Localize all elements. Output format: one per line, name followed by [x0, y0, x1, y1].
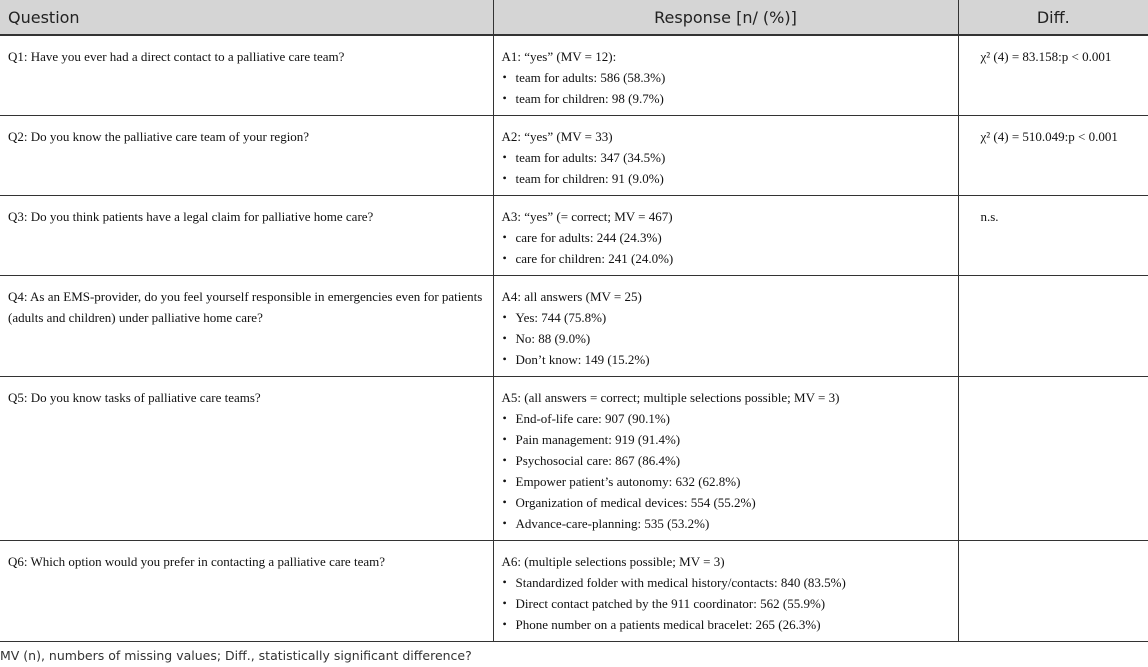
answer-item: • Pain management: 919 (91.4%): [502, 429, 950, 450]
answer-list: [502, 147, 950, 189]
answer-list: [502, 67, 950, 109]
question-cell: Q5: Do you know tasks of palliative care teams?: [0, 377, 493, 541]
answer-item: • Empower patient’s autonomy: 632 (62.8%): [502, 471, 950, 492]
table-row: [0, 276, 1148, 377]
diff-cell: [958, 276, 1148, 377]
answer-summary: A5: (all answers = correct; multiple selections possible; MV = 3): [501, 390, 840, 405]
answer-item: • Advance-care-planning: 535 (53.2%): [502, 513, 950, 534]
diff-cell: χ² (4) = 510.049:p < 0.001: [958, 116, 1148, 196]
answer-item: • Organization of medical devices: 554 (55.2%): [502, 492, 950, 513]
answer-item: • Phone number on a patients medical bracelet: 265 (26.3%): [502, 614, 950, 635]
answer-list: [502, 572, 950, 635]
answer-item: • Don’t know: 149 (15.2%): [502, 349, 950, 370]
header-diff: Diff.: [958, 0, 1148, 35]
response-cell: [493, 35, 958, 116]
answer-item: • Standardized folder with medical history/contacts: 840 (83.5%): [502, 572, 950, 593]
question-cell: Q6: Which option would you prefer in contacting a palliative care team?: [0, 541, 493, 642]
table-row: [0, 377, 1148, 541]
header-question: Question: [0, 0, 493, 35]
diff-cell: n.s.: [958, 196, 1148, 276]
answer-summary: A2: “yes” (MV = 33): [501, 129, 613, 144]
header-response: Response [n/ (%)]: [493, 0, 958, 35]
answer-list: [502, 227, 950, 269]
answer-list: [502, 408, 950, 534]
answer-item: • care for adults: 244 (24.3%): [502, 227, 950, 248]
response-cell: [493, 377, 958, 541]
answer-item: • Direct contact patched by the 911 coordinator: 562 (55.9%): [502, 593, 950, 614]
answer-item: • care for children: 241 (24.0%): [502, 248, 950, 269]
diff-cell: [958, 377, 1148, 541]
table-row: [0, 196, 1148, 276]
answer-list: [502, 307, 950, 370]
answer-summary: A6: (multiple selections possible; MV = 3): [501, 554, 725, 569]
answer-summary: A1: “yes” (MV = 12):: [501, 49, 617, 64]
question-cell: Q2: Do you know the palliative care team of your region?: [0, 116, 493, 196]
header-row: [0, 0, 1148, 35]
answer-item: • team for adults: 347 (34.5%): [502, 147, 950, 168]
answer-item: • No: 88 (9.0%): [502, 328, 950, 349]
response-cell: [493, 541, 958, 642]
question-cell: Q1: Have you ever had a direct contact to a palliative care team?: [0, 35, 493, 116]
answer-item: • team for adults: 586 (58.3%): [502, 67, 950, 88]
table-footnote: MV (n), numbers of missing values; Diff., statistically significant difference?: [0, 648, 472, 663]
answer-summary: A4: all answers (MV = 25): [501, 289, 642, 304]
question-cell: Q3: Do you think patients have a legal claim for palliative home care?: [0, 196, 493, 276]
answer-item: • Yes: 744 (75.8%): [502, 307, 950, 328]
table-row: [0, 116, 1148, 196]
response-cell: [493, 276, 958, 377]
answer-item: • End-of-life care: 907 (90.1%): [502, 408, 950, 429]
table-row: [0, 35, 1148, 116]
answer-item: • Psychosocial care: 867 (86.4%): [502, 450, 950, 471]
question-cell: Q4: As an EMS-provider, do you feel yourself responsible in emergencies even for patients (adults and children) under palliative home care?: [0, 276, 493, 377]
answer-summary: A3: “yes” (= correct; MV = 467): [501, 209, 673, 224]
table-row: [0, 541, 1148, 642]
diff-cell: [958, 541, 1148, 642]
answer-item: • team for children: 98 (9.7%): [502, 88, 950, 109]
response-cell: [493, 196, 958, 276]
diff-cell: χ² (4) = 83.158:p < 0.001: [958, 35, 1148, 116]
response-cell: [493, 116, 958, 196]
answer-item: • team for children: 91 (9.0%): [502, 168, 950, 189]
